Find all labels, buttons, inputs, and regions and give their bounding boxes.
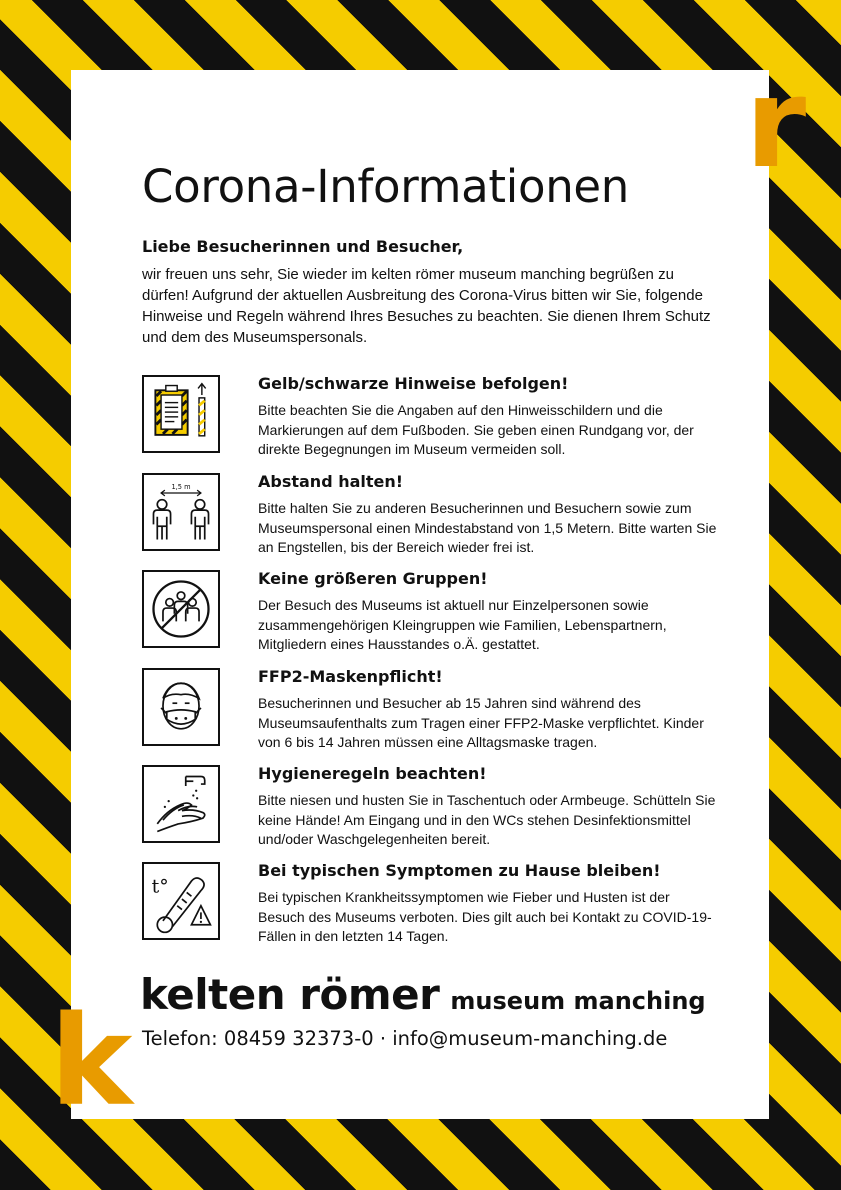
intro-text: wir freuen uns sehr, Sie wieder im kelten römer museum manching begrüßen zu dürfen! Aufgrund der aktuellen Ausbreitung des Corona-Virus bitten wir Sie, folgende Hinweise und Regeln während Ihres Besuches zu beachten. Sie dienen Ihrem Schutz und dem des Museumspersonals.: [142, 266, 711, 346]
item-title: Bei typischen Symptomen zu Hause bleiben!: [258, 861, 661, 880]
no-groups-icon: [142, 570, 220, 648]
item-text: Besucherinnen und Besucher ab 15 Jahren sind während des Museumsaufenthalts zum Tragen einer FFP2-Maske verpflichtet. Kinder von 6 bis 14 Jahren müssen eine Alltagsmaske tragen.: [258, 695, 704, 750]
item-text: Bitte beachten Sie die Angaben auf den Hinweisschildern und die Markierungen auf dem Fußboden. Sie geben einen Rundgang vor, der direkte Begegnungen im Museum vermeiden soll.: [258, 402, 694, 457]
item-text: Bei typischen Krankheitssymptomen wie Fieber und Husten ist der Besuch des Museums verboten. Dies gilt auch bei Kontakt zu COVID-19-Fällen in den letzten 14 Tagen.: [258, 889, 712, 944]
greeting: Liebe Besucherinnen und Besucher,: [142, 237, 464, 256]
brand-name: kelten römer: [140, 970, 440, 1019]
info-item-groups: [142, 570, 722, 652]
item-text: Bitte halten Sie zu anderen Besucherinnen und Besuchern sowie zum Museumspersonal einen Mindestabstand von 1,5 Metern. Bitte warten Sie an Engstellen, bis der Bereich wieder frei ist.: [258, 500, 717, 555]
contact-info: Telefon: 08459 32373-0 · info@museum-manching.de: [142, 1027, 668, 1050]
item-text: Bitte niesen und husten Sie in Taschentuch oder Armbeuge. Schütteln Sie keine Hände! Am Eingang und in den WCs stehen Desinfektionsmittel und/oder Waschgelegenheiten bereit.: [258, 792, 716, 847]
distance-label: 1,5 m: [171, 483, 191, 492]
item-title: Abstand halten!: [258, 472, 404, 491]
item-text: Der Besuch des Museums ist aktuell nur Einzelpersonen sowie zusammengehörigen Kleingruppen wie Familien, Lebenspartnern, Mitgliedern eines Hausstandes o.Ä. gestattet.: [258, 597, 667, 652]
brand-subtitle: museum manching: [450, 987, 706, 1015]
info-item-symptoms: [142, 862, 722, 944]
page-title: Corona-Informationen: [142, 160, 630, 213]
item-title: Keine größeren Gruppen!: [258, 569, 488, 588]
info-item-mask: [142, 668, 722, 750]
thermometer-warning-icon: [142, 862, 220, 940]
temperature-label: t°: [151, 875, 169, 898]
item-title: FFP2-Maskenpflicht!: [258, 667, 443, 686]
info-item-distance: [142, 473, 722, 555]
item-title: Gelb/schwarze Hinweise befolgen!: [258, 374, 569, 393]
distance-people-icon: [142, 473, 220, 551]
brand-letter-r: r: [745, 52, 805, 196]
brand-letter-k: k: [50, 990, 133, 1134]
item-title: Hygieneregeln beachten!: [258, 764, 487, 783]
clipboard-sign-icon: [142, 375, 220, 453]
info-item-hygiene: [142, 765, 722, 847]
footer-brand: [140, 970, 706, 1019]
mask-face-icon: [142, 668, 220, 746]
info-item-markings: [142, 375, 722, 457]
handwash-icon: [142, 765, 220, 843]
